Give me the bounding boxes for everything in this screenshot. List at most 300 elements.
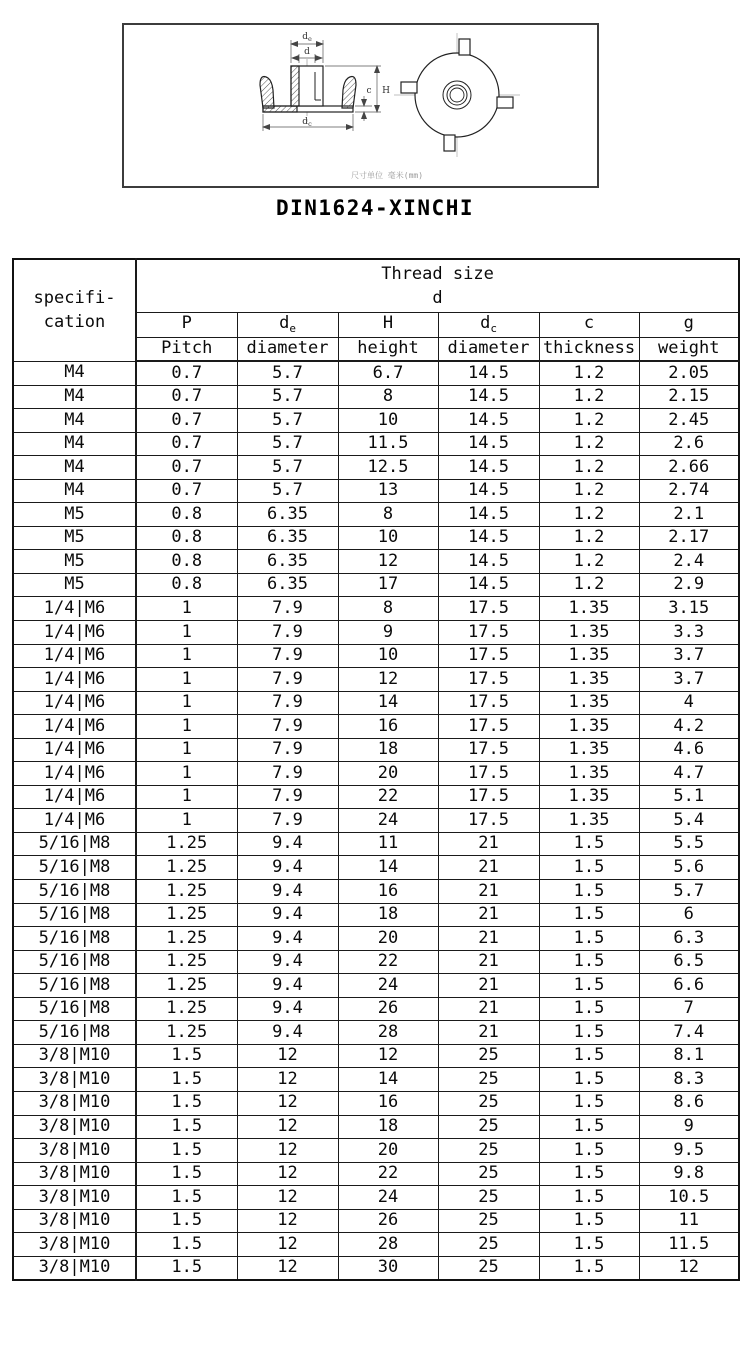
- value-cell: 21: [438, 997, 539, 1021]
- value-cell: 14: [338, 1068, 438, 1092]
- spec-cell: M4: [13, 456, 136, 480]
- value-cell: 12: [237, 1068, 338, 1092]
- value-cell: 25: [438, 1209, 539, 1233]
- value-cell: 1.25: [136, 832, 237, 856]
- table-row: [13, 621, 739, 645]
- table-header: [13, 259, 739, 361]
- value-cell: 17.5: [438, 691, 539, 715]
- value-cell: 16: [338, 880, 438, 904]
- value-cell: 5.4: [639, 809, 739, 833]
- value-cell: 20: [338, 1139, 438, 1163]
- value-cell: 10: [338, 409, 438, 433]
- value-cell: 14.5: [438, 361, 539, 385]
- value-cell: 0.7: [136, 432, 237, 456]
- value-cell: 2.15: [639, 385, 739, 409]
- value-cell: 1.5: [539, 1068, 639, 1092]
- value-cell: 1.2: [539, 361, 639, 385]
- value-cell: 8: [338, 385, 438, 409]
- value-cell: 28: [338, 1021, 438, 1045]
- value-cell: 2.66: [639, 456, 739, 480]
- value-cell: 11.5: [338, 432, 438, 456]
- product-title: DIN1624-XINCHI: [275, 196, 474, 220]
- value-cell: 9.8: [639, 1162, 739, 1186]
- table-row: [13, 644, 739, 668]
- value-cell: 5.7: [639, 880, 739, 904]
- table-row: [13, 927, 739, 951]
- value-cell: 1.5: [539, 950, 639, 974]
- table-row: [13, 456, 739, 480]
- value-cell: 1.5: [539, 1021, 639, 1045]
- table-row: [13, 1115, 739, 1139]
- spec-cell: 5/16|M8: [13, 1021, 136, 1045]
- value-cell: 9.4: [237, 880, 338, 904]
- value-cell: 9.4: [237, 856, 338, 880]
- value-cell: 2.74: [639, 479, 739, 503]
- spec-cell: 3/8|M10: [13, 1091, 136, 1115]
- table-row: [13, 361, 739, 385]
- table-row: [13, 432, 739, 456]
- value-cell: 1.35: [539, 785, 639, 809]
- value-cell: 9.4: [237, 903, 338, 927]
- value-cell: 14.5: [438, 550, 539, 574]
- spec-cell: 1/4|M6: [13, 738, 136, 762]
- value-cell: 9: [338, 621, 438, 645]
- value-cell: 3.7: [639, 644, 739, 668]
- technical-drawing: [124, 25, 597, 186]
- value-cell: 1.2: [539, 573, 639, 597]
- spec-cell: M4: [13, 409, 136, 433]
- value-cell: 13: [338, 479, 438, 503]
- value-cell: 7.9: [237, 738, 338, 762]
- value-cell: 12: [237, 1044, 338, 1068]
- value-cell: 4.6: [639, 738, 739, 762]
- col-symbol-g: g: [639, 313, 739, 338]
- table-row: [13, 997, 739, 1021]
- value-cell: 1.5: [539, 974, 639, 998]
- spec-cell: 5/16|M8: [13, 903, 136, 927]
- value-cell: 1.5: [539, 880, 639, 904]
- value-cell: 6.5: [639, 950, 739, 974]
- value-cell: 1: [136, 668, 237, 692]
- table-row: [13, 856, 739, 880]
- drawing-unit-caption: 尺寸单位 毫米(mm): [350, 171, 424, 180]
- value-cell: 16: [338, 1091, 438, 1115]
- value-cell: 1.5: [136, 1091, 237, 1115]
- value-cell: 6.3: [639, 927, 739, 951]
- table-row: [13, 1068, 739, 1092]
- value-cell: 1.35: [539, 762, 639, 786]
- value-cell: 1.25: [136, 880, 237, 904]
- value-cell: 1.35: [539, 691, 639, 715]
- value-cell: 5.7: [237, 479, 338, 503]
- value-cell: 11: [639, 1209, 739, 1233]
- value-cell: 0.7: [136, 456, 237, 480]
- value-cell: 1.35: [539, 621, 639, 645]
- table-row: [13, 573, 739, 597]
- spec-cell: 5/16|M8: [13, 997, 136, 1021]
- spec-cell: 5/16|M8: [13, 880, 136, 904]
- value-cell: 12: [237, 1162, 338, 1186]
- thread-size-header: [136, 259, 739, 313]
- table-row: [13, 1256, 739, 1280]
- spec-cell: 1/4|M6: [13, 785, 136, 809]
- table-row: [13, 832, 739, 856]
- value-cell: 1.5: [136, 1233, 237, 1257]
- spec-cell: M4: [13, 479, 136, 503]
- value-cell: 25: [438, 1068, 539, 1092]
- value-cell: 9.4: [237, 927, 338, 951]
- value-cell: 1.25: [136, 856, 237, 880]
- value-cell: 8.3: [639, 1068, 739, 1092]
- value-cell: 1.35: [539, 715, 639, 739]
- value-cell: 21: [438, 927, 539, 951]
- spec-cell: 1/4|M6: [13, 597, 136, 621]
- value-cell: 12: [237, 1209, 338, 1233]
- value-cell: 9.4: [237, 974, 338, 998]
- value-cell: 8: [338, 597, 438, 621]
- value-cell: 12: [338, 1044, 438, 1068]
- value-cell: 0.8: [136, 573, 237, 597]
- value-cell: 0.8: [136, 503, 237, 527]
- table-row: [13, 1233, 739, 1257]
- spec-header-line1: specifi-: [33, 288, 116, 309]
- value-cell: 1: [136, 809, 237, 833]
- value-cell: 1.5: [539, 1091, 639, 1115]
- value-cell: 18: [338, 903, 438, 927]
- value-cell: 6.35: [237, 503, 338, 527]
- value-cell: 14.5: [438, 573, 539, 597]
- spec-cell: M5: [13, 526, 136, 550]
- spec-cell: M4: [13, 385, 136, 409]
- spec-cell: 1/4|M6: [13, 668, 136, 692]
- value-cell: 25: [438, 1091, 539, 1115]
- value-cell: 0.7: [136, 361, 237, 385]
- table-row: [13, 526, 739, 550]
- value-cell: 21: [438, 832, 539, 856]
- spec-cell: M4: [13, 361, 136, 385]
- value-cell: 11: [338, 832, 438, 856]
- table-row: [13, 1021, 739, 1045]
- value-cell: 0.7: [136, 409, 237, 433]
- value-cell: 10.5: [639, 1186, 739, 1210]
- value-cell: 1.5: [539, 1162, 639, 1186]
- value-cell: 14.5: [438, 526, 539, 550]
- value-cell: 1.5: [539, 1044, 639, 1068]
- value-cell: 1.5: [539, 856, 639, 880]
- table-row: [13, 1209, 739, 1233]
- value-cell: 17: [338, 573, 438, 597]
- value-cell: 6.6: [639, 974, 739, 998]
- value-cell: 2.45: [639, 409, 739, 433]
- col-symbol-c: c: [539, 313, 639, 338]
- table-row: [13, 597, 739, 621]
- spec-cell: M5: [13, 550, 136, 574]
- value-cell: 14.5: [438, 432, 539, 456]
- value-cell: 12: [338, 668, 438, 692]
- value-cell: 1.5: [539, 1209, 639, 1233]
- value-cell: 6.35: [237, 550, 338, 574]
- table-row: [13, 785, 739, 809]
- value-cell: 7: [639, 997, 739, 1021]
- value-cell: 1.5: [539, 1186, 639, 1210]
- value-cell: 14: [338, 691, 438, 715]
- value-cell: 1.5: [136, 1256, 237, 1280]
- value-cell: 1: [136, 785, 237, 809]
- col-symbol-de: $d_e$: [237, 313, 338, 338]
- bore-diameter-label: d: [304, 47, 310, 57]
- spec-cell: 3/8|M10: [13, 1233, 136, 1257]
- value-cell: 2.1: [639, 503, 739, 527]
- value-cell: 1.5: [539, 1256, 639, 1280]
- value-cell: 25: [438, 1233, 539, 1257]
- value-cell: 25: [438, 1256, 539, 1280]
- value-cell: 7.9: [237, 621, 338, 645]
- value-cell: 1: [136, 621, 237, 645]
- value-cell: 22: [338, 950, 438, 974]
- value-cell: 1: [136, 597, 237, 621]
- value-cell: 8: [338, 503, 438, 527]
- value-cell: 2.05: [639, 361, 739, 385]
- value-cell: 17.5: [438, 644, 539, 668]
- value-cell: 17.5: [438, 785, 539, 809]
- value-cell: 22: [338, 1162, 438, 1186]
- spec-cell: M5: [13, 573, 136, 597]
- value-cell: 30: [338, 1256, 438, 1280]
- value-cell: 25: [438, 1115, 539, 1139]
- col-label-thickness: thickness: [539, 338, 639, 362]
- value-cell: 5.7: [237, 409, 338, 433]
- table-row: [13, 715, 739, 739]
- value-cell: 9: [639, 1115, 739, 1139]
- value-cell: 1.5: [136, 1044, 237, 1068]
- value-cell: 1.5: [136, 1186, 237, 1210]
- specification-column-header: [13, 259, 136, 361]
- spec-cell: 1/4|M6: [13, 762, 136, 786]
- value-cell: 26: [338, 1209, 438, 1233]
- table-row: [13, 1139, 739, 1163]
- value-cell: 12: [237, 1256, 338, 1280]
- value-cell: 18: [338, 738, 438, 762]
- value-cell: 26: [338, 997, 438, 1021]
- value-cell: 5.6: [639, 856, 739, 880]
- table-row: [13, 1091, 739, 1115]
- value-cell: 17.5: [438, 738, 539, 762]
- value-cell: 1.35: [539, 738, 639, 762]
- value-cell: 3.3: [639, 621, 739, 645]
- value-cell: 28: [338, 1233, 438, 1257]
- value-cell: 12: [338, 550, 438, 574]
- value-cell: 1: [136, 738, 237, 762]
- value-cell: 9.5: [639, 1139, 739, 1163]
- spec-cell: 3/8|M10: [13, 1162, 136, 1186]
- value-cell: 1.35: [539, 597, 639, 621]
- value-cell: 21: [438, 856, 539, 880]
- table-row: [13, 479, 739, 503]
- value-cell: 8.6: [639, 1091, 739, 1115]
- value-cell: 1.5: [539, 1115, 639, 1139]
- value-cell: 17.5: [438, 621, 539, 645]
- value-cell: 1.5: [136, 1068, 237, 1092]
- value-cell: 21: [438, 903, 539, 927]
- value-cell: 5.7: [237, 361, 338, 385]
- value-cell: 5.7: [237, 385, 338, 409]
- col-label-height: height: [338, 338, 438, 362]
- value-cell: 1.5: [136, 1139, 237, 1163]
- table-row: [13, 385, 739, 409]
- col-symbol-H: H: [338, 313, 438, 338]
- value-cell: 1.2: [539, 550, 639, 574]
- spec-cell: 5/16|M8: [13, 927, 136, 951]
- spec-cell: 3/8|M10: [13, 1068, 136, 1092]
- value-cell: 12: [237, 1139, 338, 1163]
- value-cell: 7.4: [639, 1021, 739, 1045]
- value-cell: 5.1: [639, 785, 739, 809]
- value-cell: 17.5: [438, 809, 539, 833]
- value-cell: 5.5: [639, 832, 739, 856]
- value-cell: 9.4: [237, 1021, 338, 1045]
- value-cell: 20: [338, 927, 438, 951]
- value-cell: 7.9: [237, 644, 338, 668]
- value-cell: 3.7: [639, 668, 739, 692]
- value-cell: 3.15: [639, 597, 739, 621]
- value-cell: 24: [338, 1186, 438, 1210]
- value-cell: 9.4: [237, 832, 338, 856]
- value-cell: 1.35: [539, 668, 639, 692]
- value-cell: 17.5: [438, 715, 539, 739]
- value-cell: 1.25: [136, 903, 237, 927]
- value-cell: 17.5: [438, 762, 539, 786]
- value-cell: 1.25: [136, 974, 237, 998]
- value-cell: 1.5: [539, 903, 639, 927]
- technical-drawing-panel: [122, 23, 599, 188]
- value-cell: 14.5: [438, 385, 539, 409]
- spec-cell: 3/8|M10: [13, 1209, 136, 1233]
- value-cell: 2.6: [639, 432, 739, 456]
- value-cell: 1.2: [539, 385, 639, 409]
- value-cell: 17.5: [438, 597, 539, 621]
- value-cell: 7.9: [237, 762, 338, 786]
- spec-header-line2: cation: [43, 312, 106, 333]
- value-cell: 21: [438, 1021, 539, 1045]
- value-cell: 14.5: [438, 503, 539, 527]
- value-cell: 6: [639, 903, 739, 927]
- value-cell: 20: [338, 762, 438, 786]
- value-cell: 1.5: [539, 1139, 639, 1163]
- spec-cell: 1/4|M6: [13, 691, 136, 715]
- table-body: [13, 361, 739, 1280]
- value-cell: 0.7: [136, 385, 237, 409]
- col-symbol-P: P: [136, 313, 237, 338]
- value-cell: 1.5: [136, 1162, 237, 1186]
- value-cell: 7.9: [237, 597, 338, 621]
- col-label-weight: weight: [639, 338, 739, 362]
- col-label-pitch: Pitch: [136, 338, 237, 362]
- spec-cell: 1/4|M6: [13, 621, 136, 645]
- value-cell: 12: [237, 1186, 338, 1210]
- table-row: [13, 503, 739, 527]
- value-cell: 14.5: [438, 456, 539, 480]
- value-cell: 11.5: [639, 1233, 739, 1257]
- spec-cell: 1/4|M6: [13, 644, 136, 668]
- spec-cell: 3/8|M10: [13, 1115, 136, 1139]
- thickness-label: c: [366, 86, 372, 96]
- table-row: [13, 974, 739, 998]
- spec-cell: 3/8|M10: [13, 1044, 136, 1068]
- table-row: [13, 880, 739, 904]
- value-cell: 1.2: [539, 409, 639, 433]
- value-cell: 24: [338, 809, 438, 833]
- value-cell: 7.9: [237, 809, 338, 833]
- table-row: [13, 903, 739, 927]
- value-cell: 12: [237, 1115, 338, 1139]
- barrel-diameter-label: $d_e$: [302, 32, 312, 43]
- value-cell: 1.2: [539, 526, 639, 550]
- value-cell: 0.8: [136, 526, 237, 550]
- spec-cell: 5/16|M8: [13, 950, 136, 974]
- value-cell: 1.2: [539, 456, 639, 480]
- value-cell: 1.5: [539, 1233, 639, 1257]
- value-cell: 9.4: [237, 997, 338, 1021]
- value-cell: 0.7: [136, 479, 237, 503]
- spec-cell: 5/16|M8: [13, 856, 136, 880]
- value-cell: 16: [338, 715, 438, 739]
- col-label-diameter-dc: diameter: [438, 338, 539, 362]
- value-cell: 1.2: [539, 479, 639, 503]
- value-cell: 1.25: [136, 997, 237, 1021]
- spec-cell: M5: [13, 503, 136, 527]
- value-cell: 1: [136, 715, 237, 739]
- value-cell: 1: [136, 691, 237, 715]
- value-cell: 8.1: [639, 1044, 739, 1068]
- spec-cell: M4: [13, 432, 136, 456]
- value-cell: 14: [338, 856, 438, 880]
- value-cell: 5.7: [237, 432, 338, 456]
- col-label-diameter-de: diameter: [237, 338, 338, 362]
- value-cell: 7.9: [237, 668, 338, 692]
- table-row: [13, 1162, 739, 1186]
- spec-cell: 3/8|M10: [13, 1256, 136, 1280]
- value-cell: 12: [237, 1233, 338, 1257]
- top-view-drawing: [394, 33, 520, 157]
- value-cell: 1.25: [136, 927, 237, 951]
- value-cell: 1.2: [539, 503, 639, 527]
- value-cell: 2.4: [639, 550, 739, 574]
- value-cell: 25: [438, 1186, 539, 1210]
- thread-size-line2: d: [432, 288, 443, 308]
- spec-cell: 3/8|M10: [13, 1186, 136, 1210]
- table-row: [13, 1044, 739, 1068]
- value-cell: 12.5: [338, 456, 438, 480]
- value-cell: 1.5: [539, 832, 639, 856]
- value-cell: 4.7: [639, 762, 739, 786]
- value-cell: 1.35: [539, 644, 639, 668]
- value-cell: 25: [438, 1044, 539, 1068]
- value-cell: 6.35: [237, 526, 338, 550]
- value-cell: 10: [338, 644, 438, 668]
- value-cell: 7.9: [237, 691, 338, 715]
- value-cell: 21: [438, 880, 539, 904]
- value-cell: 21: [438, 974, 539, 998]
- value-cell: 4.2: [639, 715, 739, 739]
- flange-diameter-label: $d_c$: [302, 117, 312, 128]
- thread-size-line1: Thread size: [381, 264, 494, 284]
- table-row: [13, 762, 739, 786]
- spec-cell: 1/4|M6: [13, 809, 136, 833]
- value-cell: 7.9: [237, 715, 338, 739]
- spec-cell: 5/16|M8: [13, 974, 136, 998]
- value-cell: 9.4: [237, 950, 338, 974]
- value-cell: 25: [438, 1162, 539, 1186]
